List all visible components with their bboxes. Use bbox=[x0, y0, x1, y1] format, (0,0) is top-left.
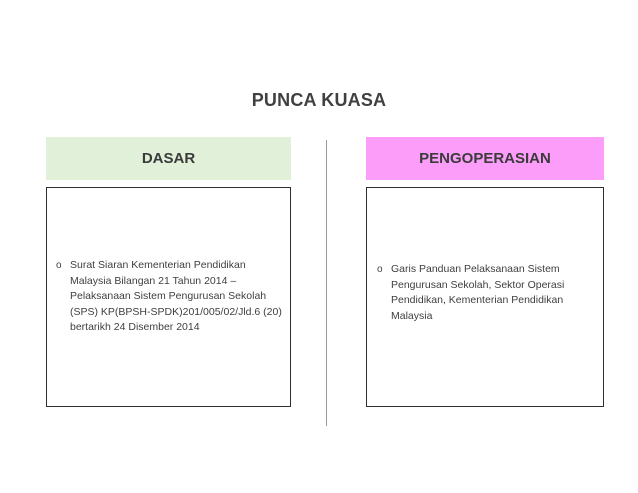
dasar-header-label: DASAR bbox=[141, 150, 196, 167]
pengoperasian-content-box bbox=[366, 187, 604, 407]
slide-title: PUNCA KUASA bbox=[251, 90, 387, 110]
pengoperasian-bullet-item bbox=[377, 262, 599, 324]
bullet-circle-icon: o bbox=[377, 264, 383, 275]
dasar-content-box bbox=[46, 187, 291, 407]
column-divider bbox=[326, 140, 327, 426]
dasar-bullet-text: Surat Siaran Kementerian Pendidikan Malaysia Bilangan 21 Tahun 2014 – Pelaksanaan Sistem Pengurusan Sekolah (SPS) KP(BPSH-SPDK)201/005/02/Jld.6 (20) bertarikh 24 Disember 2014 bbox=[70, 259, 282, 333]
dasar-header bbox=[46, 137, 291, 180]
bullet-circle-icon: o bbox=[56, 260, 62, 271]
dasar-bullet-item bbox=[56, 258, 288, 336]
pengoperasian-header bbox=[366, 137, 604, 180]
pengoperasian-bullet-text: Garis Panduan Pelaksanaan Sistem Pengurusan Sekolah, Sektor Operasi Pendidikan, Kementerian Pendidikan Malaysia bbox=[391, 263, 565, 322]
pengoperasian-header-label: PENGOPERASIAN bbox=[419, 150, 551, 167]
